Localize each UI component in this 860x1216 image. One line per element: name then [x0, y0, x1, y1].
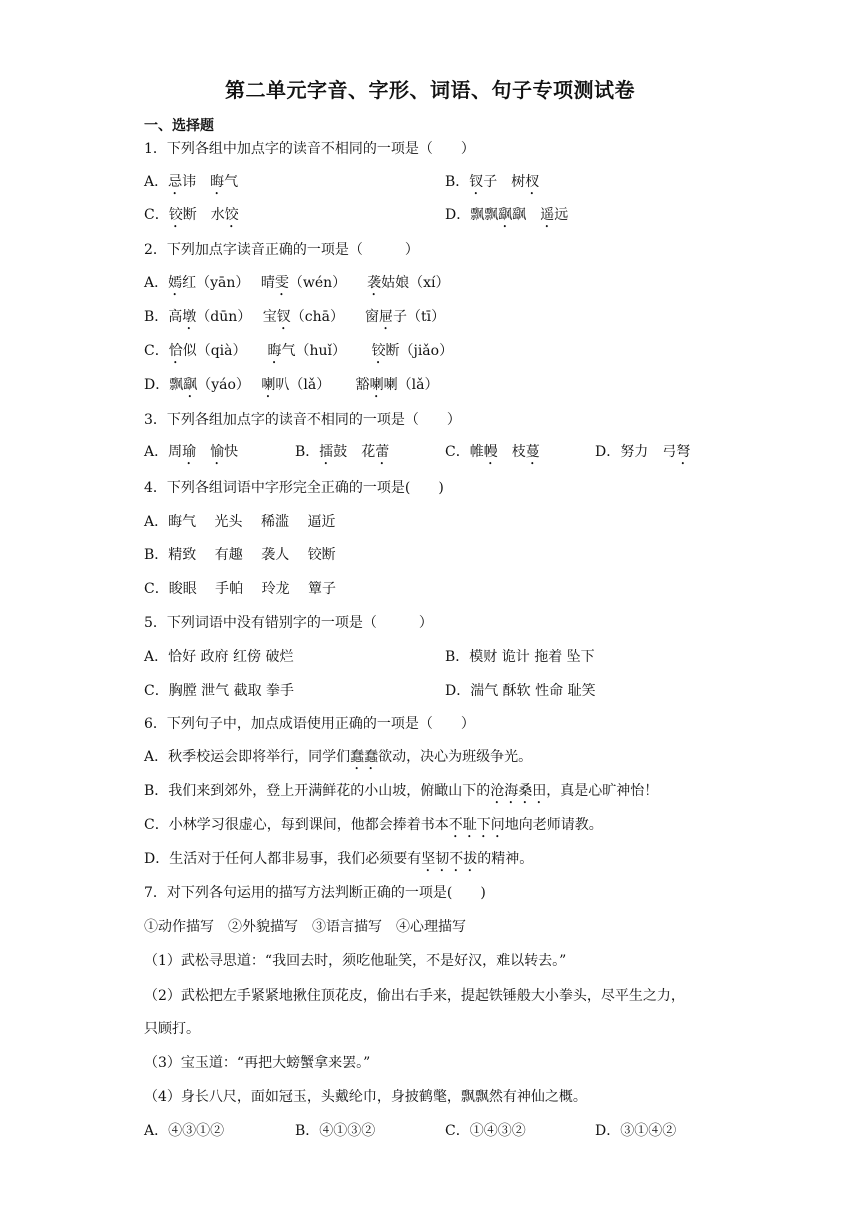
q7-option-b[interactable]: B．④①③② [295, 1123, 376, 1139]
q3-option-b[interactable]: B．擂鼓 花蕾 [295, 444, 390, 460]
q4-option-a[interactable]: A．晦气 光头 稀滥 逼近 [144, 514, 336, 530]
q3-stem: 3．下列各组加点字的读音不相同的一项是（ ） [144, 412, 461, 428]
q7-methods: ①动作描写 ②外貌描写 ③语言描写 ④心理描写 [144, 919, 466, 935]
q3-option-d[interactable]: D．努力 弓弩 [595, 444, 691, 460]
q5-option-d[interactable]: D．湍气 酥软 性命 耻笑 [445, 683, 596, 699]
q4-option-b[interactable]: B．精致 有趣 袭人 铰断 [144, 547, 336, 563]
q6-option-d[interactable]: D．生活对于任何人都非易事，我们必须要有坚韧不拔的精神。 [144, 851, 534, 867]
q3-option-a[interactable]: A．周瑜 愉快 [144, 444, 239, 460]
q3-option-c[interactable]: C．帷幔 枝蔓 [445, 444, 540, 460]
q7-option-d[interactable]: D．③①④② [595, 1123, 677, 1139]
q7-stem: 7．对下列各句运用的描写方法判断正确的一项是( ) [144, 885, 486, 901]
q1-stem: 1．下列各组中加点字的读音不相同的一项是（ ） [144, 141, 475, 157]
q7-sentence-2-cont: 只顾打。 [144, 1021, 200, 1037]
q7-sentence-4: （4）身长八尺，面如冠玉，头戴纶巾，身披鹤氅，飘飘然有神仙之概。 [144, 1089, 587, 1105]
q1-option-a[interactable]: A．忌讳 晦气 [144, 174, 239, 190]
q5-option-b[interactable]: B．模财 诡计 拖着 坠下 [445, 649, 595, 665]
q6-option-b[interactable]: B．我们来到郊外，登上开满鲜花的小山坡，俯瞰山下的沧海桑田，真是心旷神怡！ [144, 783, 659, 799]
section-heading: 一、选择题 [144, 118, 214, 134]
q5-option-a[interactable]: A．恰好 政府 红傍 破烂 [144, 649, 294, 665]
q2-stem: 2．下列加点字读音正确的一项是（ ） [144, 242, 419, 258]
q6-stem: 6．下列句子中，加点成语使用正确的一项是（ ） [144, 716, 475, 732]
q2-option-d[interactable]: D．飘飖（yáo） 喇叭（lǎ） 豁喇喇（lǎ） [144, 377, 439, 393]
q6-option-a[interactable]: A．秋季校运会即将举行，同学们蠢蠢欲动，决心为班级争光。 [144, 749, 533, 765]
q5-stem: 5．下列词语中没有错别字的一项是（ ） [144, 615, 433, 631]
q7-sentence-3: （3）宝玉道：“再把大螃蟹拿来罢。” [144, 1055, 371, 1071]
q4-stem: 4．下列各组词语中字形完全正确的一项是( ) [144, 480, 444, 496]
q2-option-c[interactable]: C．恰似（qià） 晦气（huǐ） 铰断（jiǎo） [144, 343, 454, 359]
q7-sentence-2: （2）武松把左手紧紧地揪住顶花皮，偷出右手来，提起铁锤般大小拳头，尽平生之力， [144, 988, 685, 1004]
page-title: 第二单元字音、字形、词语、句子专项测试卷 [225, 78, 635, 102]
q7-option-c[interactable]: C．①④③② [445, 1123, 526, 1139]
q1-option-d[interactable]: D．飘飘飖飖 遥远 [445, 207, 569, 223]
q4-option-c[interactable]: C．睃眼 手帕 玲龙 簟子 [144, 581, 337, 597]
q2-option-b[interactable]: B．高墩（dūn） 宝钗（chā） 窗屉子（tī） [144, 309, 446, 325]
q6-option-c[interactable]: C．小林学习很虚心，每到课间，他都会捧着书本不耻下问地向老师请教。 [144, 817, 603, 833]
q1-option-c[interactable]: C．铰断 水饺 [144, 207, 239, 223]
q7-sentence-1: （1）武松寻思道：“我回去时，须吃他耻笑，不是好汉，难以转去。” [144, 953, 567, 969]
q1-option-b[interactable]: B．钗子 树杈 [445, 174, 540, 190]
q7-option-a[interactable]: A．④③①② [144, 1123, 225, 1139]
q2-option-a[interactable]: A．嫣红（yān） 晴雯（wén） 袭姑娘（xí） [144, 275, 450, 291]
q5-option-c[interactable]: C．胸膛 泄气 截取 拳手 [144, 683, 295, 699]
